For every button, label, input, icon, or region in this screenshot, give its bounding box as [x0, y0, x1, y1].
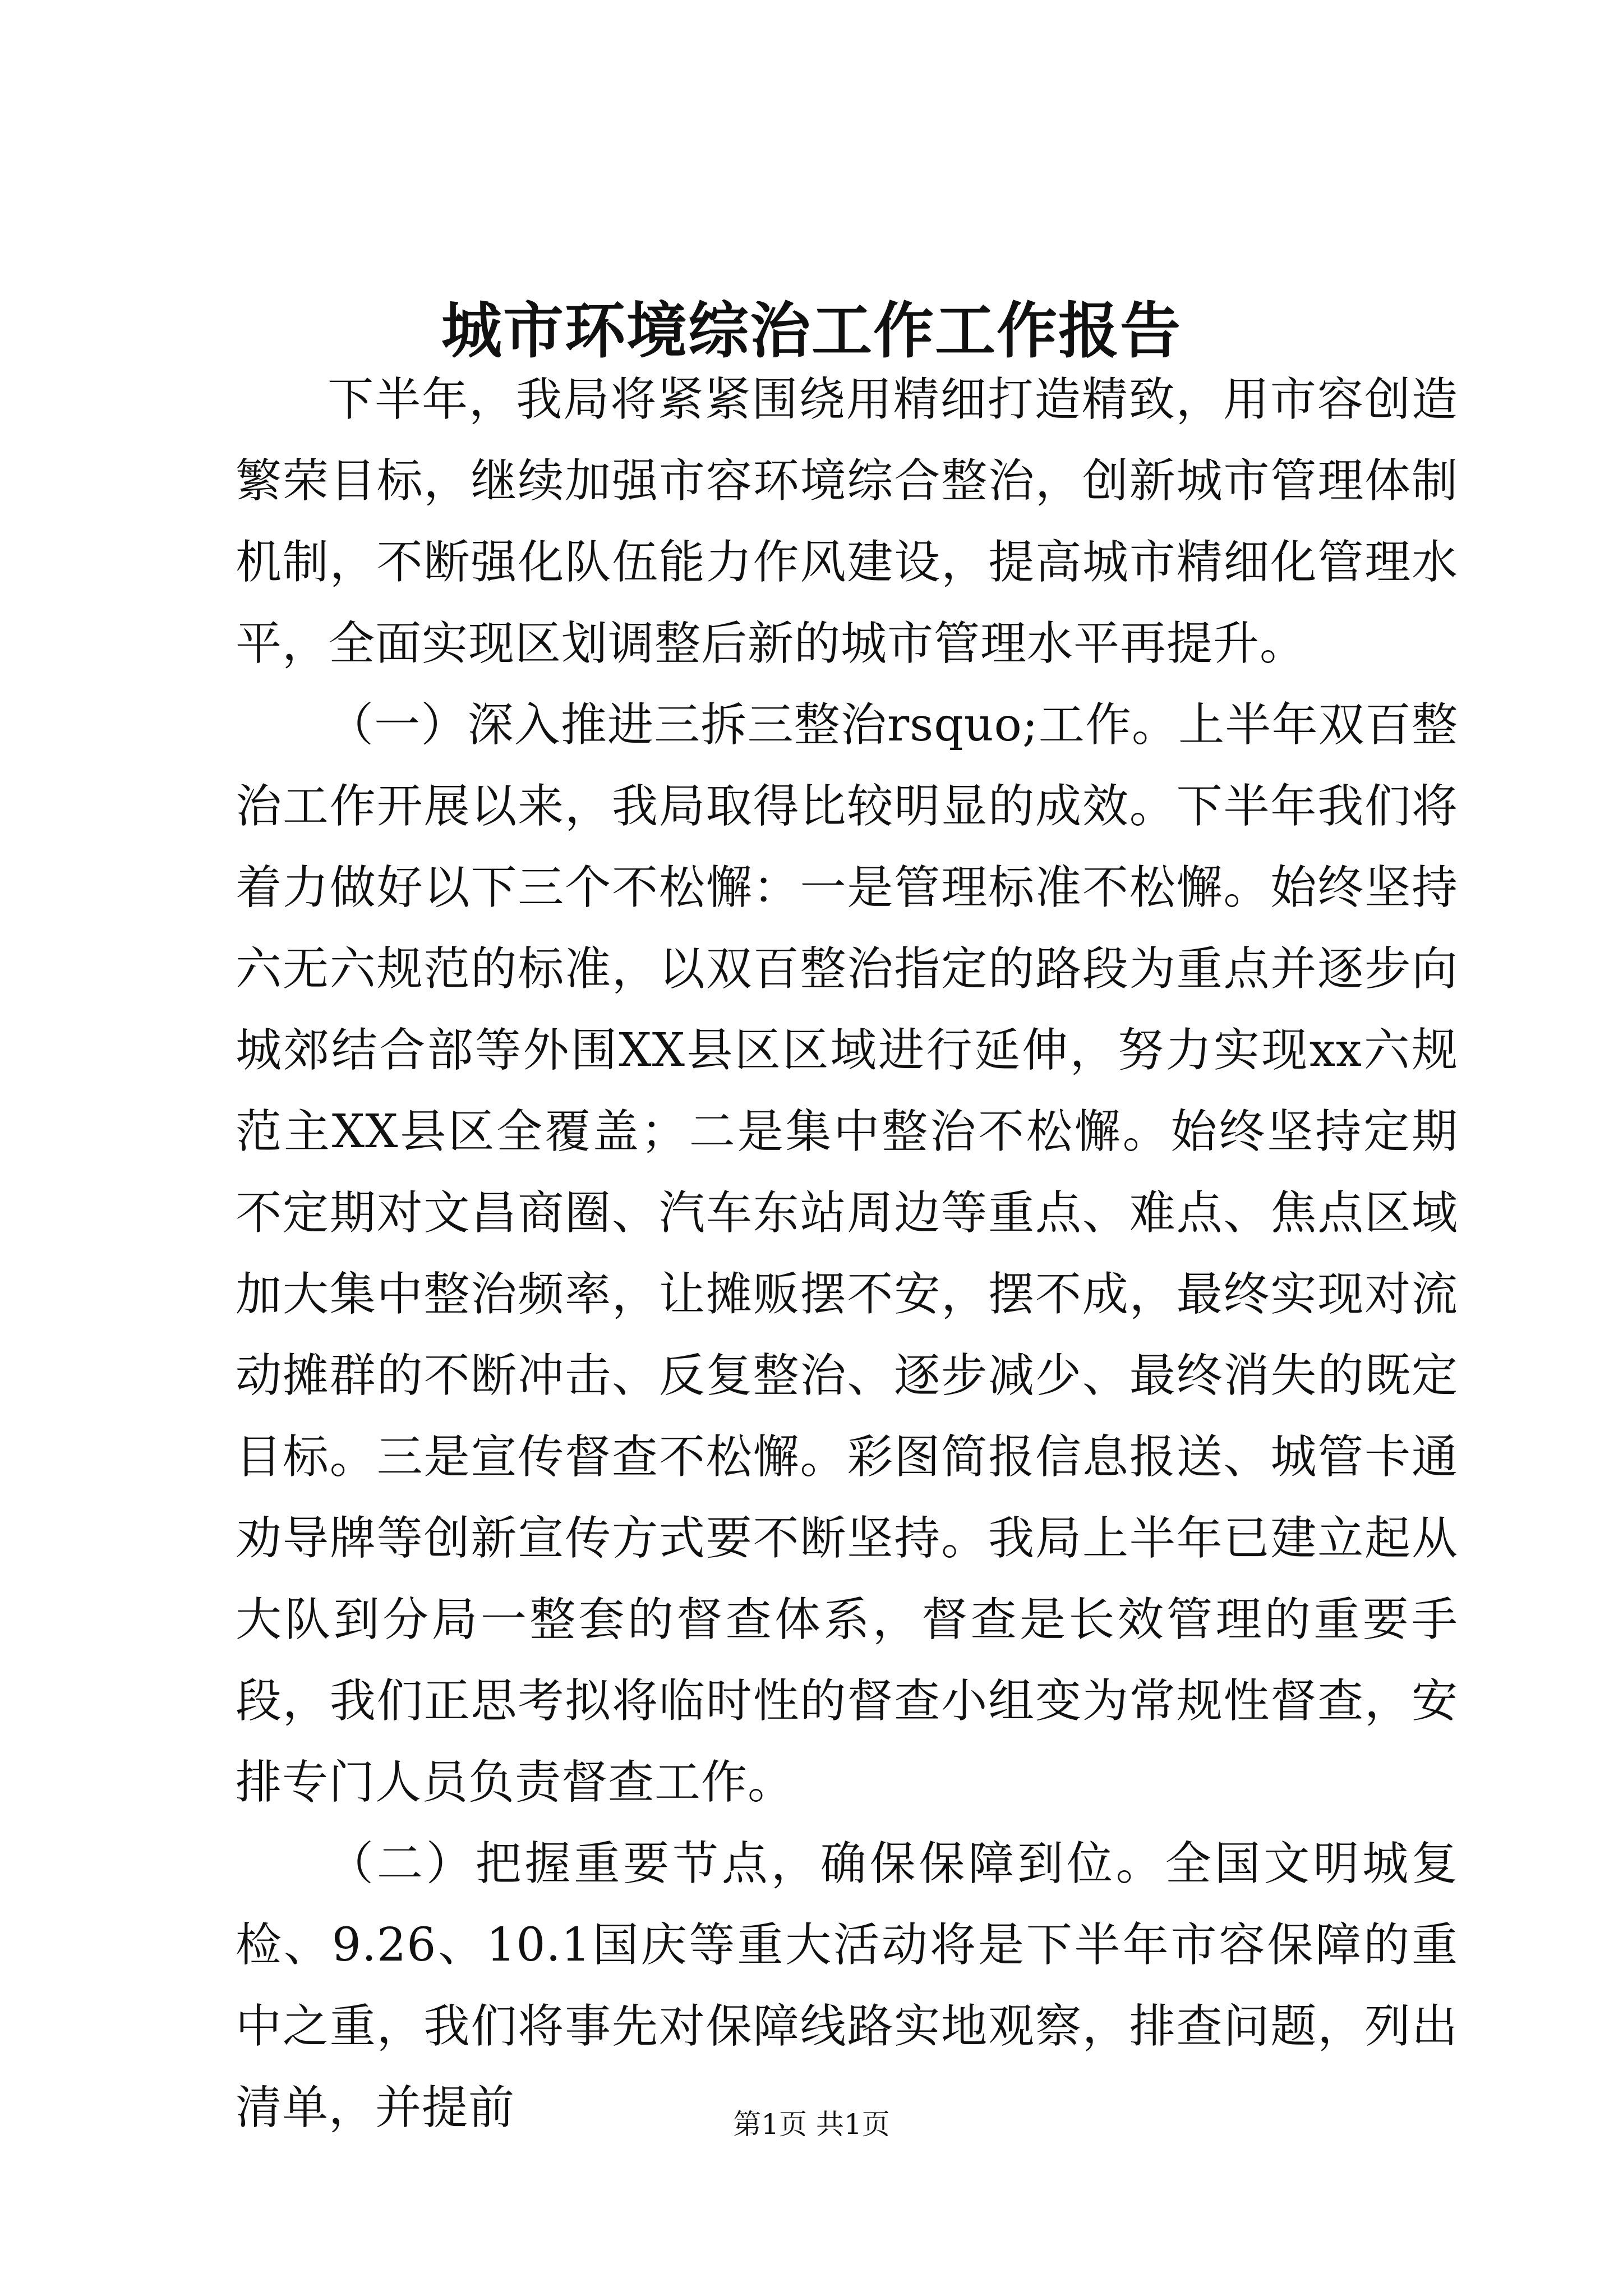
paragraph-intro: 下半年，我局将紧紧围绕用精细打造精致，用市容创造繁荣目标，继续加强市容环境综合整治，创新城市管理体制机制，不断强化队伍能力作风建设，提高城市精细化管理水平，全面实现区划调整后新的城市管理水平再提升。: [236, 373, 1458, 670]
document-body: [236, 359, 1458, 2148]
document-title: 城市环境综治工作工作报告: [441, 296, 1182, 366]
page-footer: 第1页 共1页: [733, 2108, 890, 2141]
paragraph-section-one: （一）深入推进三拆三整治rsquo;工作。上半年双百整治工作开展以来，我局取得比较明显的成效。下半年我们将着力做好以下三个不松懈：一是管理标准不松懈。始终坚持六无六规范的标准，以双百整治指定的路段为重点并逐步向城郊结合部等外围XX县区区域进行延伸，努力实现xx六规范主XX县区全覆盖；二是集中整治不松懈。始终坚持定期不定期对文昌商圈、汽车东站周边等重点、难点、焦点区域加大集中整治频率，让摊贩摆不安，摆不成，最终实现对流动摊群的不断冲击、反复整治、逐步减少、最终消失的既定目标。三是宣传督查不松懈。彩图简报信息报送、城管卡通劝导牌等创新宣传方式要不断坚持。我局上半年已建立起从大队到分局一整套的督查体系，督查是长效管理的重要手段，我们正思考拟将临时性的督查小组变为常规性督查，安排专门人员负责督查工作。: [236, 698, 1458, 1809]
paragraph-section-two: （二）把握重要节点，确保保障到位。全国文明城复检、9.26、10.1国庆等重大活动将是下半年市容保障的重中之重，我们将事先对保障线路实地观察，排查问题，列出清单，并提前: [236, 1837, 1458, 2134]
